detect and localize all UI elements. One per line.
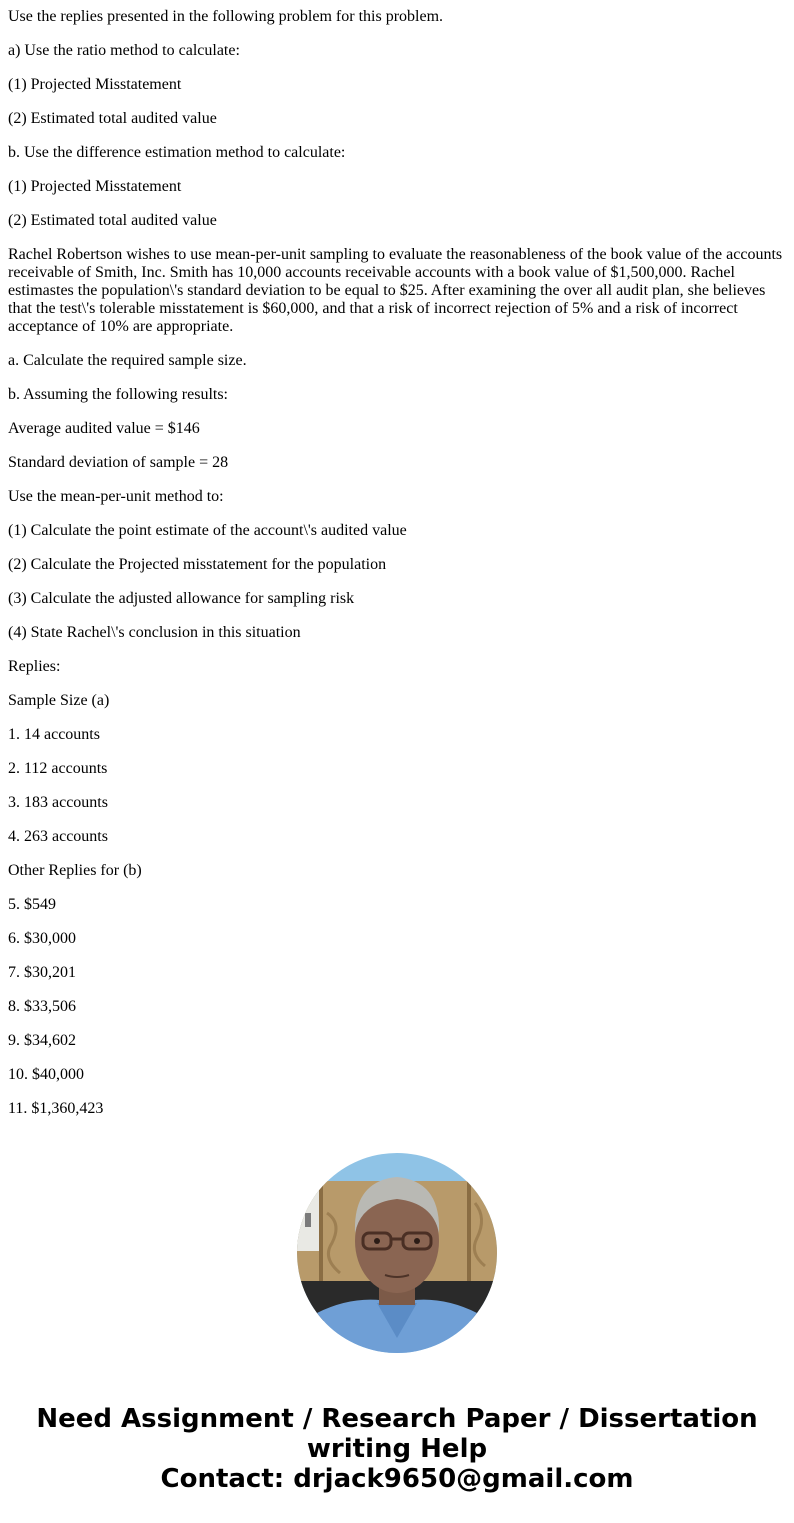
portrait-photo-icon [297, 1153, 497, 1353]
reply-option-8: 8. $33,506 [8, 998, 76, 1015]
intro-line: Use the replies presented in the following problem for this problem. [8, 8, 444, 25]
promo-contact: Contact: drjack9650@gmail.com [160, 1464, 634, 1494]
task-3: (3) Calculate the adjusted allowance for sampling risk [8, 590, 355, 607]
reply-option-1: 1. 14 accounts [8, 726, 100, 743]
promo-line-2: writing Help [306, 1434, 488, 1464]
reply-option-5: 5. $549 [8, 896, 56, 913]
reply-option-2: 2. 112 accounts [8, 760, 108, 777]
result-average: Average audited value = $146 [8, 420, 200, 437]
sample-size-heading: Sample Size (a) [8, 692, 110, 709]
result-std-dev: Standard deviation of sample = 28 [8, 454, 229, 471]
reply-option-6: 6. $30,000 [8, 930, 76, 947]
avatar [297, 1153, 497, 1353]
reply-option-9: 9. $34,602 [8, 1032, 76, 1049]
part-a-heading: a) Use the ratio method to calculate: [8, 42, 240, 59]
part-a-item-1: (1) Projected Misstatement [8, 76, 182, 93]
replies-heading: Replies: [8, 658, 61, 675]
reply-option-10: 10. $40,000 [8, 1066, 84, 1083]
method-heading: Use the mean-per-unit method to: [8, 488, 224, 505]
part-b-item-2: (2) Estimated total audited value [8, 212, 217, 229]
promo-line-1: Need Assignment / Research Paper / Dissertation [36, 1404, 758, 1434]
promo-banner [0, 1404, 794, 1494]
reply-option-4: 4. 263 accounts [8, 828, 108, 845]
question-b: b. Assuming the following results: [8, 386, 228, 403]
question-a: a. Calculate the required sample size. [8, 352, 247, 369]
problem-scenario: Rachel Robertson wishes to use mean-per-unit sampling to evaluate the reasonableness of the book value of the accounts receivable of Smith, Inc. Smith has 10,000 accounts receivable accounts with a book value of $1,500,000. Rachel estimastes the population\'s standard deviation to be equal to $25. After examining the over all audit plan, she believes that the test\'s tolerable misstatement is $60,000, and that a risk of incorrect rejection of 5% and a risk of incorrect acceptance of 10% are appropriate. [8, 246, 783, 335]
reply-option-3: 3. 183 accounts [8, 794, 108, 811]
part-b-heading: b. Use the difference estimation method to calculate: [8, 144, 346, 161]
reply-option-7: 7. $30,201 [8, 964, 76, 981]
other-replies-heading: Other Replies for (b) [8, 862, 142, 879]
task-4: (4) State Rachel\'s conclusion in this situation [8, 624, 301, 641]
task-1: (1) Calculate the point estimate of the account\'s audited value [8, 522, 407, 539]
task-2: (2) Calculate the Projected misstatement for the population [8, 556, 387, 573]
reply-option-11: 11. $1,360,423 [8, 1100, 104, 1117]
part-a-item-2: (2) Estimated total audited value [8, 110, 217, 127]
part-b-item-1: (1) Projected Misstatement [8, 178, 182, 195]
